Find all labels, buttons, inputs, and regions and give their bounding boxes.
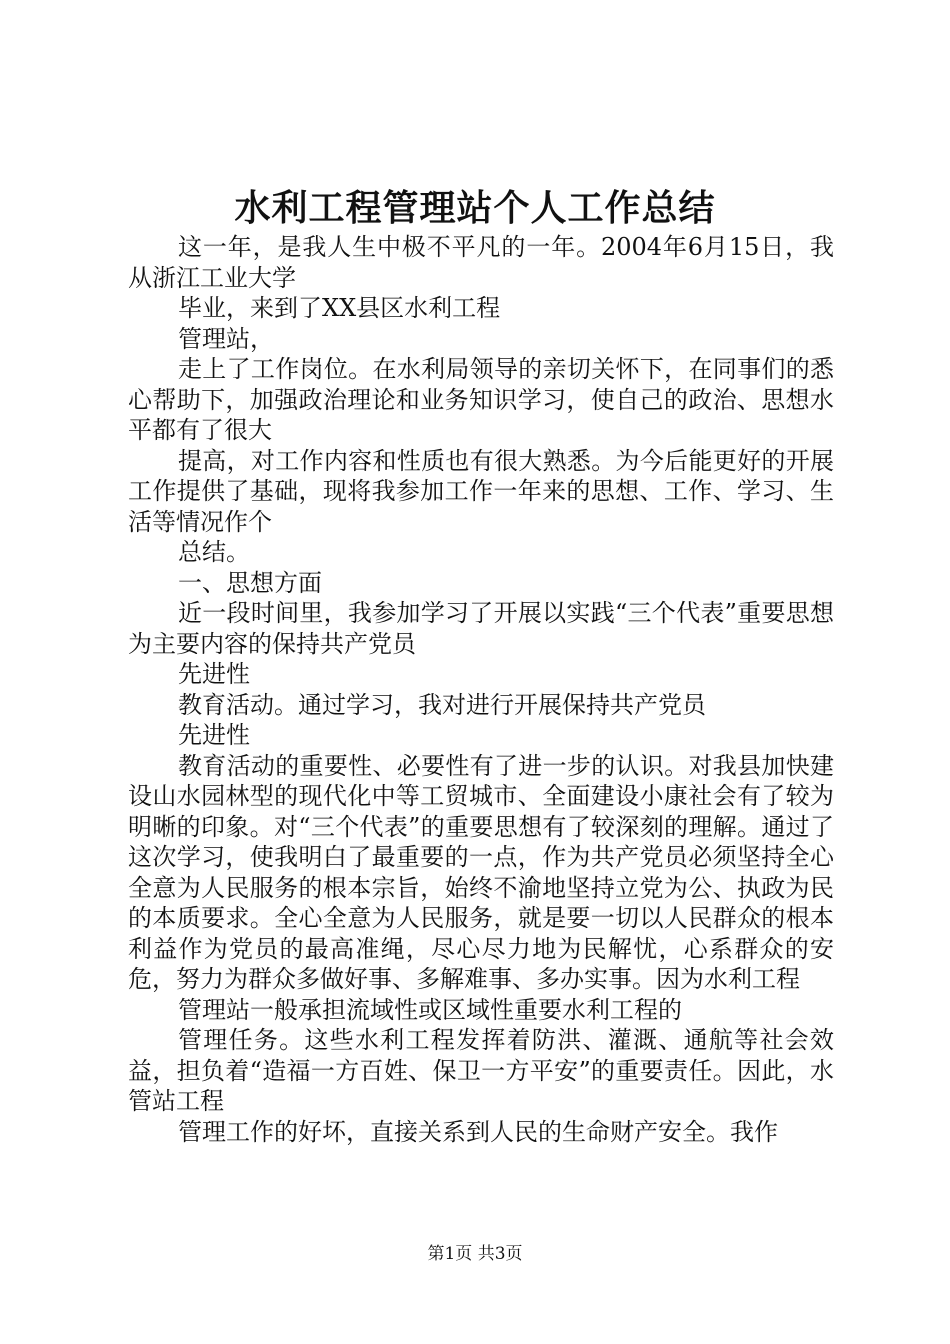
paragraph: 先进性: [178, 660, 250, 688]
paragraph: 走上了工作岗位。在水利局领导的亲切关怀下，在同事们的悉心帮助下，加强政治理论和业务知识学习，使自己的政治、思想水平都有了很大: [128, 355, 834, 444]
paragraph: 教育活动的重要性、必要性有了进一步的认识。对我县加快建设山水园林型的现代化中等工贸城市、全面建设小康社会有了较为明晰的印象。对“三个代表”的重要思想有了较深刻的理解。通过了这次学习，使我明白了最重要的一点，作为共产党员必须坚持全心全意为人民服务的根本宗旨，始终不渝地坚持立党为公、执政为民的本质要求。全心全意为人民服务，就是要一切以人民群众的根本利益作为党员的最高准绳，尽心尽力地为民解忧，心系群众的安危，努力为群众多做好事、多解难事、多办实事。因为水利工程: [128, 751, 834, 993]
paragraph: 管理任务。这些水利工程发挥着防洪、灌溉、通航等社会效益，担负着“造福一方百姓、保卫一方平安”的重要责任。因此，水管站工程: [128, 1026, 834, 1115]
page-number-footer: 第1页 共3页: [427, 1244, 523, 1264]
paragraph: 管理工作的好坏，直接关系到人民的生命财产安全。我作: [178, 1117, 778, 1146]
paragraph: 这一年，是我人生中极不平凡的一年。2004年6月15日，我从浙江工业大学: [128, 233, 834, 292]
paragraph: 提高，对工作内容和性质也有很大熟悉。为今后能更好的开展工作提供了基础，现将我参加工作一年来的思想、工作、学习、生活等情况作个: [128, 446, 834, 536]
paragraph: 近一段时间里，我参加学习了开展以实践“三个代表”重要思想为主要内容的保持共产党员: [128, 599, 834, 658]
section-heading: 一、思想方面: [178, 568, 322, 597]
paragraph: 管理站，: [178, 324, 274, 353]
document-title: 水利工程管理站个人工作总结: [234, 187, 716, 229]
paragraph: 先进性: [178, 721, 250, 749]
paragraph: 毕业，来到了XX县区水利工程: [178, 294, 501, 322]
paragraph: 管理站一般承担流域性或区域性重要水利工程的: [178, 995, 682, 1024]
paragraph: 总结。: [178, 538, 250, 566]
paragraph: 教育活动。通过学习，我对进行开展保持共产党员: [178, 690, 706, 719]
document-body: [128, 232, 834, 1147]
